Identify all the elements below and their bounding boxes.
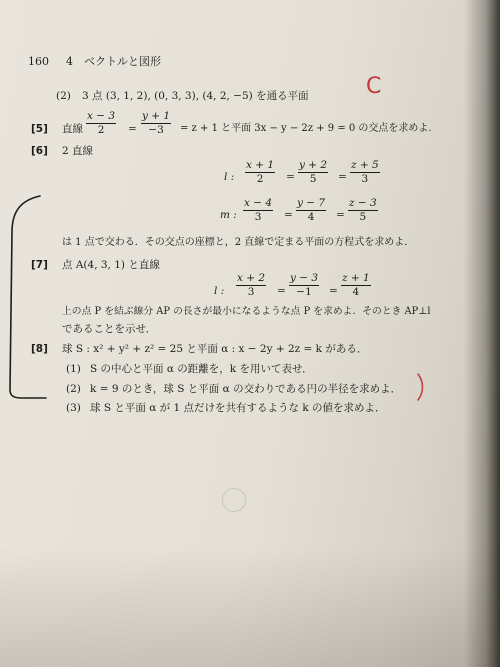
- p5-f2-num: y + 1: [142, 110, 171, 122]
- p7-f3-num: z + 1: [342, 272, 370, 284]
- p6-m-f3-num: z − 3: [349, 197, 377, 209]
- p7-line1: 上の点 P を結ぶ線分 AP の長さが最小になるような点 P を求めよ．そのとき AP⊥l: [62, 306, 431, 317]
- p7-f2-num: y − 3: [290, 272, 319, 284]
- p6-m-f2-num: y − 7: [297, 197, 326, 209]
- p6-l-eq-2: =: [338, 171, 347, 183]
- p8-text: 球 S : x² + y² + z² = 25 と平面 α : x − 2y + 2z = k がある．: [62, 343, 368, 355]
- p8-item3-label: (3): [66, 402, 81, 414]
- p6-l-f3-den: 3: [361, 173, 369, 186]
- red-check-mark: [418, 374, 423, 400]
- p5-f1-den: 2: [97, 124, 105, 137]
- p7-f1-num: x + 2: [237, 272, 266, 284]
- p7-eq-1: =: [277, 285, 286, 297]
- page-number: 160: [28, 55, 49, 68]
- p6-text: 2 直線: [62, 145, 94, 157]
- p5-pre: 直線: [62, 123, 83, 135]
- p6-l-eq-1: =: [286, 171, 295, 183]
- chapter-title: 4 ベクトルと図形: [66, 55, 161, 68]
- p2-text: 3 点 (3, 1, 2), (0, 3, 3), (4, 2, −5) を通る平面: [82, 90, 309, 102]
- p6-l-label: l :: [224, 171, 235, 183]
- p6-m-label: m :: [220, 209, 237, 221]
- p8-item2-text: k = 9 のとき，球 S と平面 α の交わりである円の半径を求めよ．: [90, 383, 402, 395]
- p6-label: [6]: [31, 145, 48, 157]
- p8-label: [8]: [31, 343, 48, 355]
- p6-l-f2-den: 5: [309, 173, 317, 186]
- handwritten-c-mark: C: [366, 74, 382, 99]
- p5-eq: =: [128, 123, 137, 135]
- p5-label: [5]: [31, 123, 48, 135]
- p7-f1-den: 3: [247, 286, 255, 299]
- p6-l-f3-num: z + 5: [351, 159, 379, 171]
- p8-item2-label: (2): [66, 383, 81, 395]
- p7-eq-2: =: [329, 285, 338, 297]
- p6-m-f2-den: 4: [307, 211, 315, 224]
- p7-f3-den: 4: [352, 286, 360, 299]
- p7-text: 点 A(4, 3, 1) と直線: [62, 259, 160, 271]
- p5-post: = z + 1 と平面 3x − y − 2z + 9 = 0 の交点を求めよ.: [180, 123, 432, 134]
- p6-m-eq-1: =: [284, 209, 293, 221]
- p6-l-f1-num: x + 1: [246, 159, 275, 171]
- p5-f2-den: −3: [148, 124, 164, 137]
- p7-f2-den: −1: [296, 286, 312, 299]
- p6-m-f1-den: 3: [254, 211, 262, 224]
- p2-label: (2): [56, 90, 71, 102]
- p6-m-f1-num: x − 4: [244, 197, 273, 209]
- p7-l-label: l :: [214, 285, 225, 297]
- p6-l-f1-den: 2: [256, 173, 264, 186]
- handwritten-bracket: [10, 196, 46, 398]
- p7-label: [7]: [31, 259, 48, 271]
- p6-m-eq-2: =: [336, 209, 345, 221]
- p6-m-f3-den: 5: [359, 211, 367, 224]
- p6-l-f2-num: y + 2: [299, 159, 328, 171]
- p8-item1-label: (1): [66, 363, 81, 375]
- p5-f1-num: x − 3: [87, 110, 116, 122]
- p8-item3-text: 球 S と平面 α が 1 点だけを共有するような k の値を求めよ．: [90, 402, 386, 414]
- p8-item1-text: S の中心と平面 α の距離を，k を用いて表せ．: [90, 363, 313, 375]
- p6-tail: は 1 点で交わる．その交点の座標と，2 直線で定まる平面の方程式を求めよ．: [62, 237, 415, 248]
- p7-line2: であることを示せ．: [62, 323, 157, 335]
